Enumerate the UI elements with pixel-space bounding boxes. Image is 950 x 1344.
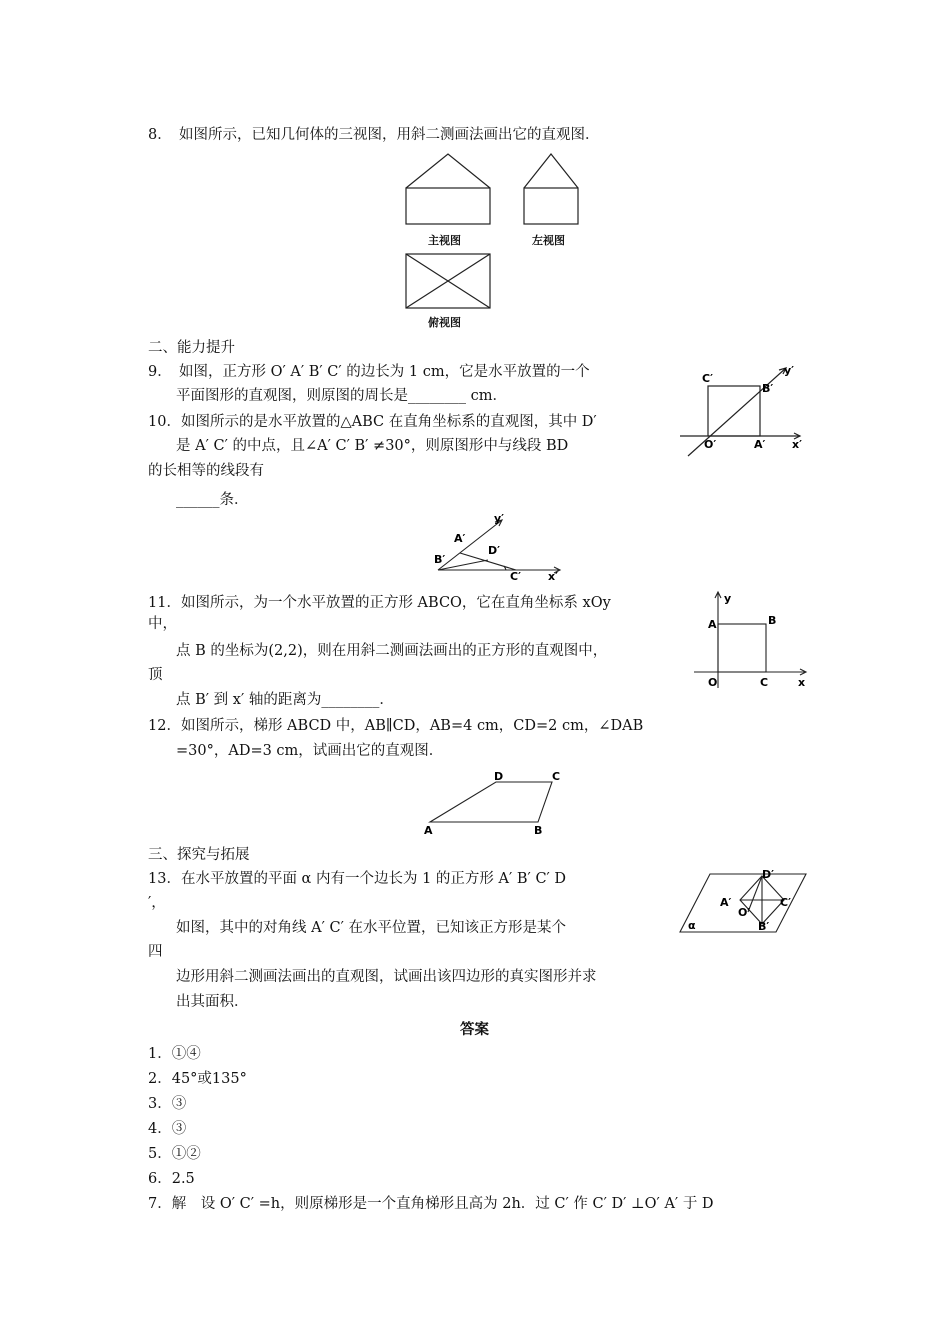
section-3-heading: 三、探究与拓展 — [148, 847, 250, 863]
label-D: D′ — [488, 544, 501, 557]
answer-2: 2．45°或135° — [148, 1071, 247, 1087]
question-11-line5: 点 B′ 到 x′ 轴的距离为________． — [176, 692, 394, 708]
front-view-rect — [406, 188, 490, 224]
question-10-line3: 的长相等的线段有 — [148, 463, 264, 479]
question-12-line2: =30°，AD=3 cm，试画出它的直观图． — [176, 743, 444, 759]
label-B: B′ — [434, 553, 446, 566]
label-A: A′ — [454, 532, 466, 545]
figure-q13 — [676, 866, 811, 938]
question-13-line3: 如图，其中的对角线 A′ C′ 在水平位置，已知该正方形是某个 — [176, 920, 566, 936]
section-2-heading: 二、能力提升 — [148, 340, 235, 356]
front-view-caption: 主视图 — [428, 234, 461, 247]
label-A: A — [424, 824, 433, 837]
label-y: y′ — [784, 364, 795, 377]
left-view-caption: 左视图 — [532, 234, 565, 247]
question-9-line2: 平面图形的直观图，则原图的周长是________ cm． — [176, 388, 507, 404]
answers-title: 答案 — [460, 1022, 489, 1038]
label-O: O′ — [704, 438, 717, 451]
answer-5: 5．①② — [148, 1146, 201, 1162]
left-view-rect — [524, 188, 578, 224]
label-C: C — [552, 770, 561, 783]
question-10-line2: 是 A′ C′ 的中点，且∠A′ C′ B′ ≠30°，则原图形中与线段 BD — [176, 438, 569, 454]
left-view-roof — [524, 154, 578, 188]
label-A: A′ — [720, 896, 732, 909]
answer-4: 4．③ — [148, 1121, 187, 1137]
label-D: D — [494, 770, 504, 783]
question-9-line1: 9． 如图，正方形 O′ A′ B′ C′ 的边长为 1 cm，它是水平放置的一个 — [148, 364, 590, 380]
label-y: y′ — [494, 512, 505, 525]
label-x: x′ — [548, 570, 558, 583]
figure-q10 — [420, 510, 570, 585]
label-O: O′ — [738, 906, 751, 919]
label-B: B — [768, 614, 777, 627]
question-13-line2: ′， — [148, 895, 166, 911]
label-A: A — [708, 618, 717, 631]
answer-1: 1．①④ — [148, 1046, 201, 1062]
question-10-line4: ______条． — [176, 492, 249, 508]
figure-q12 — [420, 766, 570, 838]
label-B: B — [534, 824, 543, 837]
label-A: A′ — [754, 438, 766, 451]
answer-6: 6．2.5 — [148, 1171, 195, 1187]
label-C: C′ — [780, 896, 791, 909]
figure-q9 — [678, 360, 813, 460]
answer-7: 7．解 设 O′ C′ =h，则原梯形是一个直角梯形且高为 2h．过 C′ 作 C′ D′ ⊥O′ A′ 于 D — [148, 1196, 714, 1212]
label-B: B′ — [762, 382, 774, 395]
question-13-line5: 边形用斜二测画法画出的直观图，试画出该四边形的真实图形并求 — [176, 969, 597, 985]
question-13-line4: 四 — [148, 944, 163, 960]
question-13-line6: 出其面积． — [176, 994, 249, 1010]
label-C: C′ — [702, 372, 713, 385]
label-O: O — [708, 676, 718, 689]
label-C: C — [760, 676, 769, 689]
label-alpha: α — [688, 919, 696, 932]
figure-q11 — [690, 588, 815, 693]
top-view-caption: 俯视图 — [428, 316, 461, 329]
label-D: D′ — [762, 868, 775, 881]
label-C: C′ — [510, 570, 521, 583]
question-11-line3: 点 B 的坐标为(2,2)，则在用斜二测画法画出的正方形的直观图中， — [176, 643, 608, 659]
question-13-line1: 13．在水平放置的平面 α 内有一个边长为 1 的正方形 A′ B′ C′ D — [148, 871, 567, 887]
question-10-line1: 10．如图所示的是水平放置的△ABC 在直角坐标系的直观图，其中 D′ — [148, 414, 597, 430]
label-x: x — [798, 676, 806, 689]
answer-3: 3．③ — [148, 1096, 187, 1112]
label-B: B′ — [758, 920, 770, 933]
label-x: x′ — [792, 438, 802, 451]
question-11-line2: 中， — [148, 616, 177, 632]
question-11-line1: 11．如图所示，为一个水平放置的正方形 ABCO，它在直角坐标系 xOy — [148, 595, 611, 611]
question-12-line1: 12．如图所示，梯形 ABCD 中，AB∥CD，AB=4 cm，CD=2 cm，∠DAB — [148, 718, 644, 734]
question-8: 8． 如图所示，已知几何体的三视图，用斜二测画法画出它的直观图． — [148, 127, 600, 143]
front-view-roof — [406, 154, 490, 188]
question-11-line4: 顶 — [148, 667, 163, 683]
label-y: y — [724, 592, 732, 605]
